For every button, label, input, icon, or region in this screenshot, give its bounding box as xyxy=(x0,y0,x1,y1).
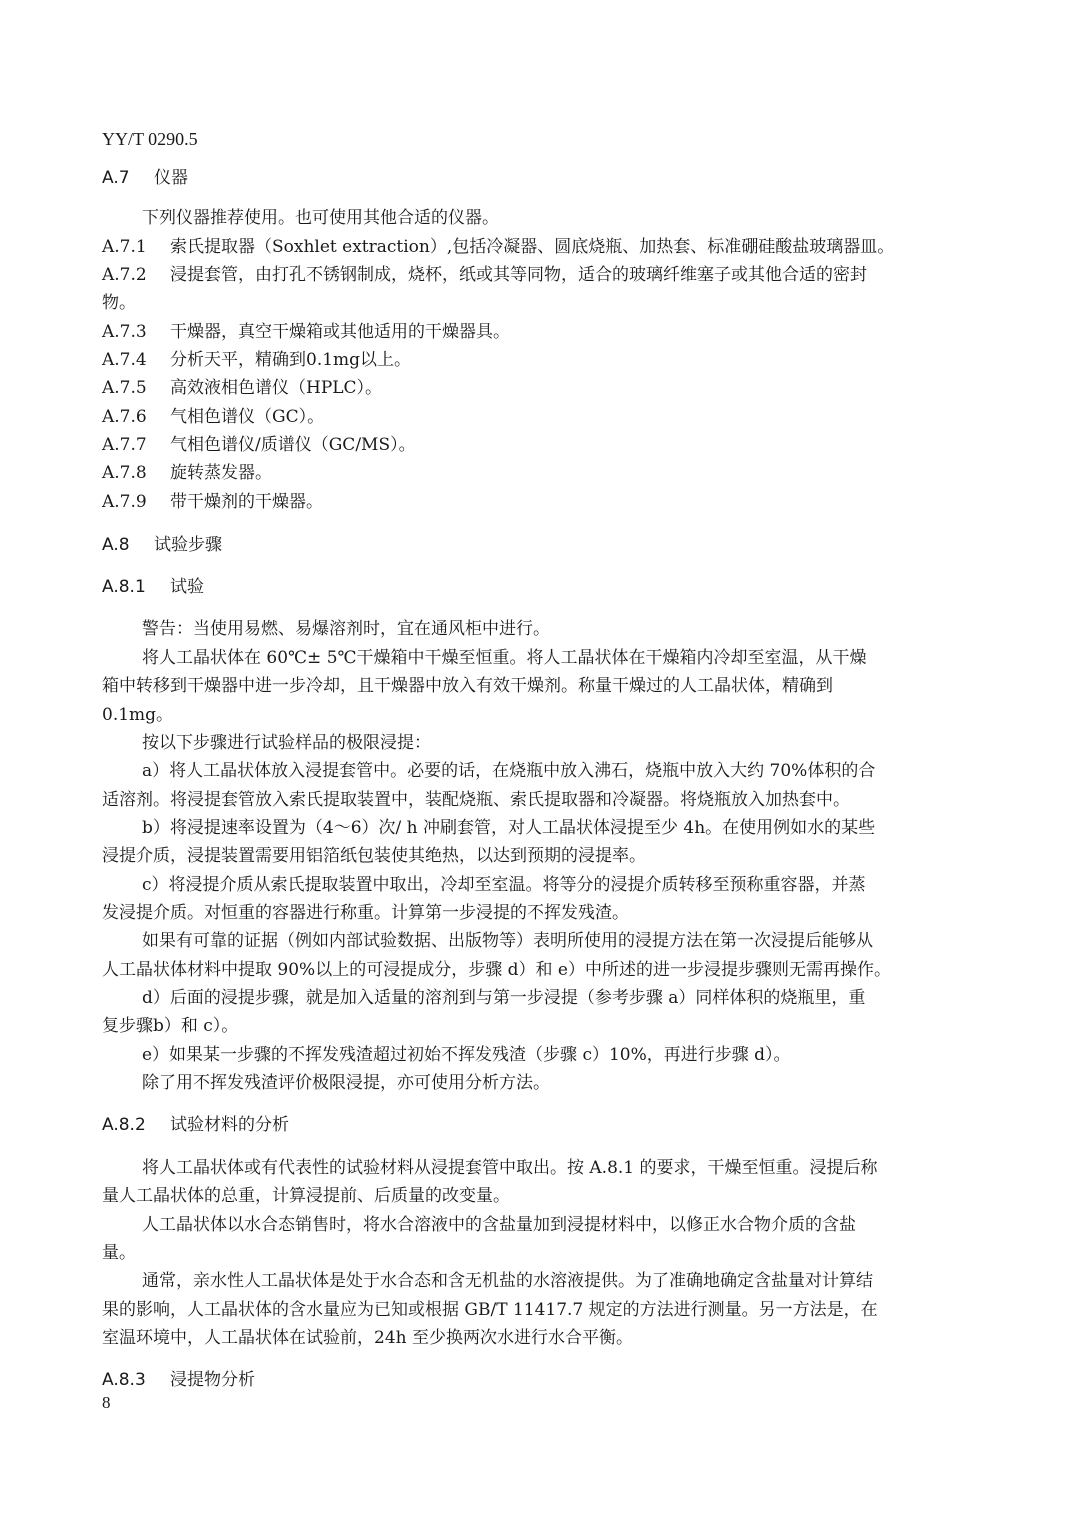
paragraph-line: 量人工晶状体的总重，计算浸提前、后质量的改变量。 xyxy=(102,1186,510,1206)
paragraph-line: 将人工晶状体或有代表性的试验材料从浸提套管中取出。按 A.8.1 的要求，干燥至恒重。浸提后称 xyxy=(142,1158,878,1178)
clause-a7-6 xyxy=(102,406,324,428)
subsection-heading-a8-3 xyxy=(102,1369,255,1391)
paragraph-line: d）后面的浸提步骤，就是加入适量的溶剂到与第一步浸提（参考步骤 a）同样体积的烧瓶里，重 xyxy=(142,988,866,1008)
clause-text: 索氏提取器（Soxhlet extraction）,包括冷凝器、圆底烧瓶、加热套、标准硼硅酸盐玻璃器皿。 xyxy=(170,237,895,257)
clause-text: 带干燥剂的干燥器。 xyxy=(170,492,323,512)
clause-number: A.7.5 xyxy=(102,378,147,398)
paragraph-line: 警告：当使用易燃、易爆溶剂时，宜在通风柜中进行。 xyxy=(142,619,550,639)
subsection-heading-a8-1 xyxy=(102,576,204,598)
clause-a7-8 xyxy=(102,462,272,484)
clause-number: A.7.7 xyxy=(102,435,147,455)
paragraph-line: e）如果某一步骤的不挥发残渣超过初始不挥发残渣（步骤 c）10%，再进行步骤 d）。 xyxy=(142,1045,791,1065)
clause-text: 旋转蒸发器。 xyxy=(170,463,272,483)
subsection-title: 试验材料的分析 xyxy=(170,1115,289,1135)
paragraph-line: 浸提介质，浸提装置需要用铝箔纸包装使其绝热，以达到预期的浸提率。 xyxy=(102,846,646,866)
paragraph-line: 室温环境中，人工晶状体在试验前，24h 至少换两次水进行水合平衡。 xyxy=(102,1328,633,1348)
section-title: 试验步骤 xyxy=(154,535,222,555)
clause-number: A.7.3 xyxy=(102,322,147,342)
subsection-title: 浸提物分析 xyxy=(170,1370,255,1390)
clause-a7-4 xyxy=(102,349,411,371)
clause-a7-1 xyxy=(102,236,894,258)
clause-number: A.7.4 xyxy=(102,350,147,370)
paragraph-line: 下列仪器推荐使用。也可使用其他合适的仪器。 xyxy=(142,208,499,228)
clause-continuation: 物。 xyxy=(102,293,136,313)
paragraph-line: 如果有可靠的证据（例如内部试验数据、出版物等）表明所使用的浸提方法在第一次浸提后能够从 xyxy=(142,931,873,951)
section-number: A.8 xyxy=(102,535,130,555)
clause-number: A.7.9 xyxy=(102,492,147,512)
subsection-title: 试验 xyxy=(170,577,204,597)
paragraph-line: 适溶剂。将浸提套管放入索氏提取装置中，装配烧瓶、索氏提取器和冷凝器。将烧瓶放入加热套中。 xyxy=(102,790,850,810)
clause-text: 浸提套管，由打孔不锈钢制成，烧杯，纸或其等同物，适合的玻璃纤维塞子或其他合适的密封 xyxy=(170,265,867,285)
clause-text: 干燥器，真空干燥箱或其他适用的干燥器具。 xyxy=(170,322,510,342)
clause-number: A.7.6 xyxy=(102,407,147,427)
clause-text: 气相色谱仪（GC）。 xyxy=(170,407,325,427)
subsection-heading-a8-2 xyxy=(102,1114,289,1136)
clause-text: 气相色谱仪/质谱仪（GC/MS）。 xyxy=(170,435,416,455)
paragraph-line: 量。 xyxy=(102,1243,136,1263)
section-title: 仪器 xyxy=(154,168,188,188)
paragraph-line: 将人工晶状体在 60℃± 5℃干燥箱中干燥至恒重。将人工晶状体在干燥箱内冷却至室温，从干燥 xyxy=(142,648,867,668)
clause-text: 高效液相色谱仪（HPLC）。 xyxy=(170,378,383,398)
clause-text: 分析天平，精确到0.1mg以上。 xyxy=(170,350,412,370)
page-number: 8 xyxy=(102,1393,111,1412)
section-number: A.7 xyxy=(102,168,130,188)
clause-number: A.7.1 xyxy=(102,237,147,257)
paragraph-line: 人工晶状体材料中提取 90%以上的可浸提成分，步骤 d）和 e）中所述的进一步浸提步骤则无需再操作。 xyxy=(102,960,891,980)
clause-a7-5 xyxy=(102,377,382,399)
paragraph-line: c）将浸提介质从索氏提取装置中取出，冷却至室温。将等分的浸提介质转移至预称重容器，并蒸 xyxy=(142,875,866,895)
paragraph-line: 人工晶状体以水合态销售时，将水合溶液中的含盐量加到浸提材料中，以修正水合物介质的含盐 xyxy=(142,1215,856,1235)
subsection-number: A.8.3 xyxy=(102,1370,146,1390)
clause-number: A.7.2 xyxy=(102,265,147,285)
paragraph-line: 除了用不挥发残渣评价极限浸提，亦可使用分析方法。 xyxy=(142,1073,550,1093)
clause-a7-7 xyxy=(102,434,416,456)
subsection-number: A.8.2 xyxy=(102,1115,146,1135)
clause-number: A.7.8 xyxy=(102,463,147,483)
paragraph-line: a）将人工晶状体放入浸提套管中。必要的话，在烧瓶中放入沸石，烧瓶中放入大约 70%体积的合 xyxy=(142,761,876,781)
paragraph-line: 按以下步骤进行试验样品的极限浸提： xyxy=(142,733,431,753)
paragraph-line: 箱中转移到干燥器中进一步冷却，且干燥器中放入有效干燥剂。称量干燥过的人工晶状体，精确到 xyxy=(102,676,833,696)
section-heading-a7 xyxy=(102,167,188,189)
paragraph-line: b）将浸提速率设置为（4～6）次/ h 冲刷套管，对人工晶状体浸提至少 4h。在使用例如水的某些 xyxy=(142,818,876,838)
clause-a7-3 xyxy=(102,321,510,343)
paragraph-line: 通常，亲水性人工晶状体是处于水合态和含无机盐的水溶液提供。为了准确地确定含盐量对计算结 xyxy=(142,1271,873,1291)
paragraph-line: 复步骤b）和 c）。 xyxy=(102,1016,239,1036)
paragraph-line: 发浸提介质。对恒重的容器进行称重。计算第一步浸提的不挥发残渣。 xyxy=(102,903,629,923)
paragraph-line: 0.1mg。 xyxy=(102,705,174,725)
standard-code: YY/T 0290.5 xyxy=(102,129,198,149)
section-heading-a8 xyxy=(102,534,222,556)
clause-a7-9 xyxy=(102,491,323,513)
clause-a7-2 xyxy=(102,264,867,286)
subsection-number: A.8.1 xyxy=(102,577,146,597)
paragraph-line: 果的影响，人工晶状体的含水量应为已知或根据 GB/T 11417.7 规定的方法进行测量。另一方法是，在 xyxy=(102,1300,878,1320)
